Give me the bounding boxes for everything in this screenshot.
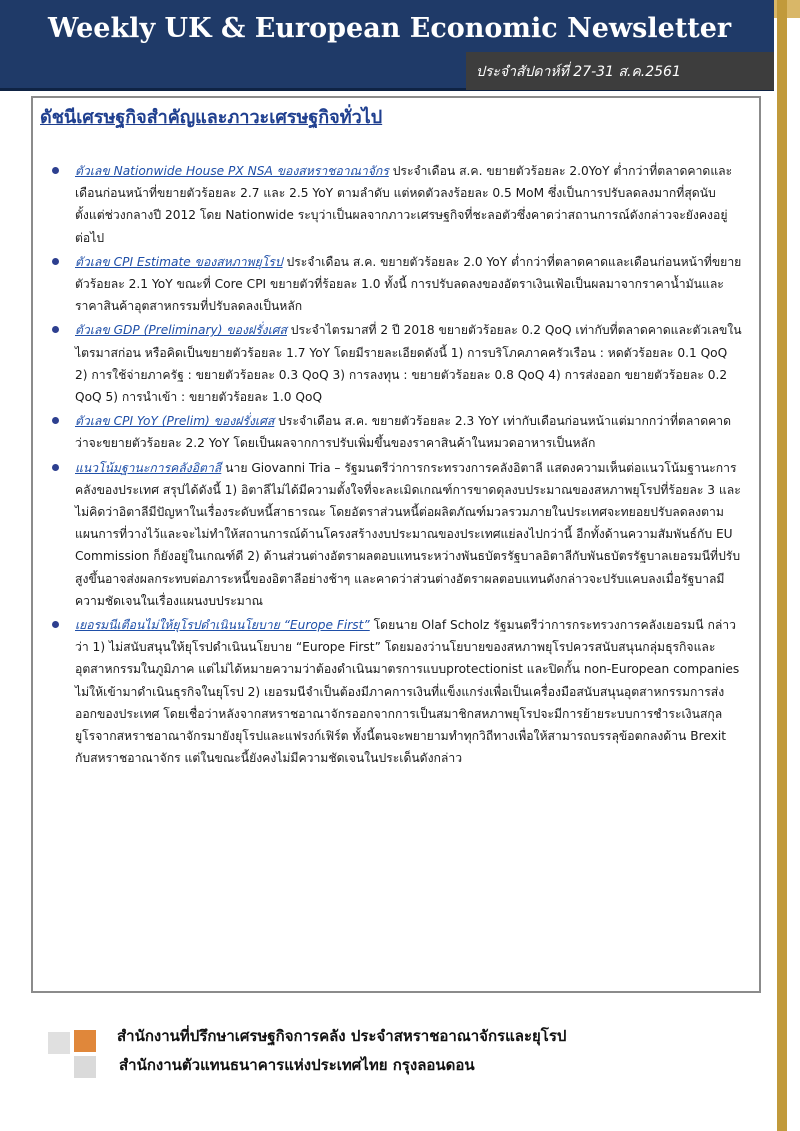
footer-square-orange (74, 1030, 96, 1052)
news-item-body: ประจำเดือน ส.ค. ขยายตัวร้อยละ 2.3 YoY เท่ากับเดือนก่อนหน้าแต่มากกว่าที่ตลาดคาดว่าจะขยายตัวร้อยละ 2.2 YoY โดยเป็นผลจากการปรับเพิ่มขึ้นของราคาสินค้าในหมวดอาหารเป็นหลัก (75, 414, 732, 451)
footer-bank-office-name: สำนักงานตัวแทนธนาคารแห่งประเทศไทย กรุงลอนดอน (119, 1056, 475, 1074)
bullet-icon (52, 417, 59, 424)
bullet-icon (52, 464, 59, 471)
news-item (52, 614, 742, 769)
news-item-body: ประจำไตรมาสที่ 2 ปี 2018 ขยายตัวร้อยละ 0.2 QoQ เท่ากับที่ตลาดคาดและตัวเลขในไตรมาสก่อน หรือคิดเป็นขยายตัวร้อยละ 1.7 YoY โดยมีรายละเอียดดังนี้ 1) การบริโภคภาคครัวเรือน : หดตัวร้อยละ 0.1 QoQ 2) การใช้จ่ายภาครัฐ : ขยายตัวร้อยละ 0.3 QoQ 3) การลงทุน : ขยายตัวร้อยละ 0.8 QoQ 4) การส่งออก ขยายตัวร้อยละ 0.2 QoQ 5) การนำเข้า : ขยายตัวร้อยละ 1.0 QoQ (75, 323, 742, 405)
footer-square-grey (74, 1056, 96, 1078)
news-list (52, 160, 742, 769)
bullet-icon (52, 167, 59, 174)
bullet-icon (52, 326, 59, 333)
news-item (52, 160, 742, 249)
news-item-body: ประจำเดือน ส.ค. ขยายตัวร้อยละ 2.0 YoY ต่ำกว่าที่ตลาดคาดและเดือนก่อนหน้าที่ขยายตัวร้อยละ 2.1 YoY ขณะที่ Core CPI ขยายตัวที่ร้อยละ 1.0 ทั้งนี้ การปรับลดลงของอัตราเงินเฟ้อเป็นผลมาจากราคาน้ำมันและราคาสินค้าอุตสาหกรรมที่ปรับลดลงเป็นหลัก (75, 254, 742, 314)
news-item-title-link[interactable]: ตัวเลข GDP (Preliminary) ของฝรั่งเศส (75, 323, 287, 338)
news-item-title-link[interactable]: ตัวเลข CPI Estimate ของสหภาพยุโรป (75, 254, 283, 269)
news-item-body: นาย Giovanni Tria – รัฐมนตรีว่าการกระทรวงการคลังอิตาลี แสดงความเห็นต่อแนวโน้มฐานะการคลังของประเทศ สรุปได้ดังนี้ 1) อิตาลีไม่ได้มีความตั้งใจที่จะละเมิดเกณฑ์การขาดดุลงบประมาณของสหภาพยุโรปที่ร้อยละ 3 และไม่คิดว่าอิตาลีมีปัญหาในเรื่องระดับหนี้สาธารณะ โดยอัตราส่วนหนี้ต่อผลิตภัณฑ์มวลรวมภายในประเทศจะทยอยปรับลดลงตามแผนการที่วางไว้และจะไม่ทำให้สถานการณ์ด้านโครงสร้างงบประมาณของประเทศแย่ลงไปกว่านี้ อีกทั้งด้านความสัมพันธ์กับ EU Commission ก็ยังอยู่ในเกณฑ์ดี 2) ด้านส่วนต่างอัตราผลตอบแทนระหว่างพันธบัตรรัฐบาลอิตาลีกับพันธบัตรรัฐบาลเยอรมนีที่ปรับสูงขึ้นอาจส่งผลกระทบต่อภาระหนี้ของอิตาลีอย่างช้าๆ และคาดว่าส่วนต่างอัตราผลตอบแทนดังกล่าวจะปรับแคบลงเมื่อรัฐบาลมีความชัดเจนในเรื่องแผนงบประมาณ (75, 460, 741, 608)
footer-square-grey (48, 1032, 70, 1054)
news-item-title-link[interactable]: แนวโน้มฐานะการคลังอิตาลี (75, 460, 222, 475)
issue-date: ประจำสัปดาห์ที่ 27-31 ส.ค.2561 (476, 64, 681, 80)
footer-office-name: สำนักงานที่ปรึกษาเศรษฐกิจการคลัง ประจำสหราชอาณาจักรและยุโรป (117, 1027, 567, 1045)
news-item-title-link[interactable]: ตัวเลข CPI YoY (Prelim) ของฝรั่งเศส (75, 414, 275, 429)
newsletter-title: Weekly UK & European Economic Newsletter (48, 13, 732, 44)
news-item (52, 410, 742, 454)
gold-side-bar (777, 0, 787, 1131)
news-item-title-link[interactable]: เยอรมนีเตือนไม่ให้ยุโรปดำเนินนโยบาย “Europe First” (75, 618, 370, 633)
news-item-body: โดยนาย Olaf Scholz รัฐมนตรีว่าการกระทรวงการคลังเยอรมนี กล่าวว่า 1) ไม่สนับสนุนให้ยุโรปดำเนินนโยบาย “Europe First” โดยมองว่านโยบายของสหภาพยุโรปควรสนับสนุนกลุ่มธุรกิจและอุตสาหกรรมในภูมิภาค แต่ไม่ได้หมายความว่าต้องดำเนินมาตรการแบบprotectionist และปิดกั้น non-European companies ไม่ให้เข้ามาดำเนินธุรกิจในยุโรป 2) เยอรมนีจำเป็นต้องมีภาคการเงินที่แข็งแกร่งเพื่อเป็นเครื่องมือสนับสนุนอุตสาหกรรมการส่งออกของประเทศ โดยเชื่อว่าหลังจากสหราชอาณาจักรออกจากการเป็นสมาชิกสหภาพยุโรปจะมีการย้ายระบบการชำระเงินสกุลยูโรจากสหราชอาณาจักรมายังยุโรปและแฟรงก์เฟิร์ต ทั้งนี้ตนจะพยายามทำทุกวิถีทางเพื่อให้สามารถบรรลุข้อตกลงด้าน Brexit กับสหราชอาณาจักร แต่ในขณะนี้ยังคงไม่มีความชัดเจนในประเด็นดังกล่าว (75, 618, 740, 766)
news-item (52, 319, 742, 408)
news-item-title-link[interactable]: ตัวเลข Nationwide House PX NSA ของสหราชอาณาจักร (75, 164, 389, 178)
bullet-icon (52, 621, 59, 628)
section-title: ดัชนีเศรษฐกิจสำคัญและภาวะเศรษฐกิจทั่วไป (40, 107, 383, 128)
bullet-icon (52, 258, 59, 265)
news-item (52, 457, 742, 612)
news-item-body: ประจำเดือน ส.ค. ขยายตัวร้อยละ 2.0YoY ต่ำกว่าที่ตลาดคาดและเดือนก่อนหน้าที่ขยายตัวร้อยละ 2.7 และ 2.5 YoY ตามลำดับ แต่หดตัวลงร้อยละ 0.5 MoM ซึ่งเป็นการปรับลดลงมากที่สุดนับตั้งแต่ช่วงกลางปี 2012 โดย Nationwide ระบุว่าเป็นผลจากภาวะเศรษฐกิจที่ชะลอตัวซึ่งคาดว่าสถานการณ์ดังกล่าวจะยังคงอยู่ต่อไป (75, 164, 733, 245)
news-item (52, 251, 742, 318)
